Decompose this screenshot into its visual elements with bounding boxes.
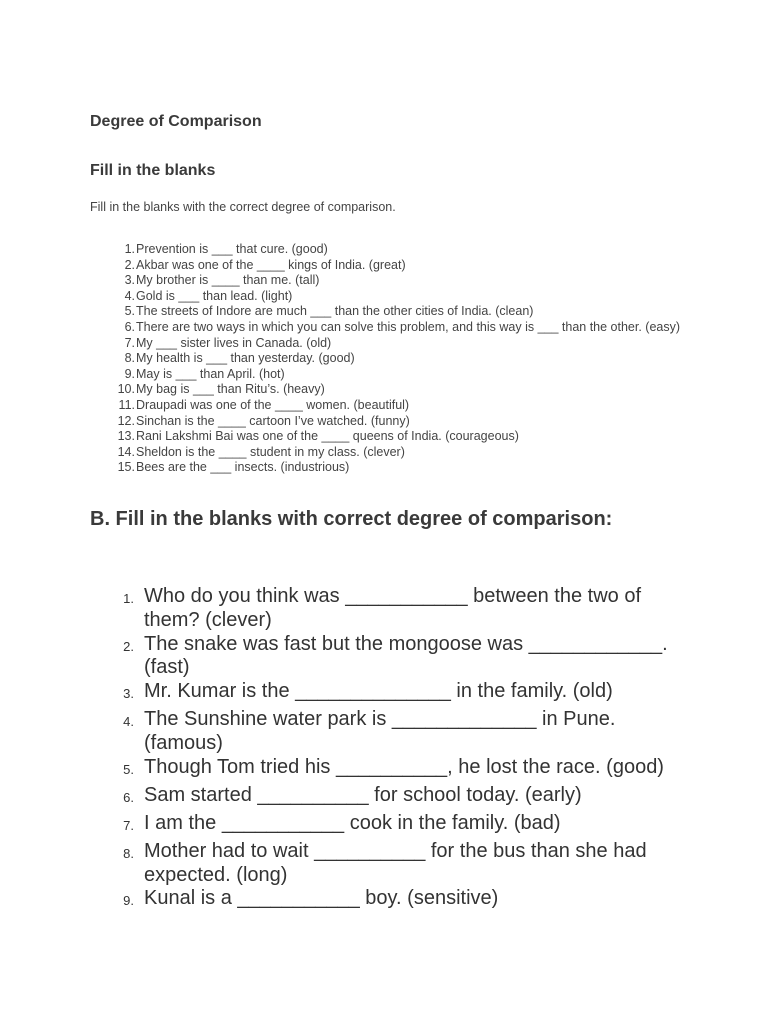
item-text: The Sunshine water park is _____________ in Pune. (famous) — [144, 708, 616, 754]
list-item — [90, 585, 680, 633]
item-text: May is ___ than April. (hot) — [136, 366, 285, 381]
list-item — [90, 367, 690, 383]
item-number: 12. — [117, 413, 135, 428]
list-item — [90, 812, 680, 840]
item-number: 8. — [123, 845, 134, 861]
item-text: Prevention is ___ that cure. (good) — [136, 242, 328, 256]
item-number: 13. — [117, 429, 135, 444]
list-item — [90, 708, 680, 756]
item-number: 6. — [124, 319, 135, 334]
item-number: 14. — [117, 444, 135, 459]
list-item — [90, 273, 690, 289]
item-text: Mr. Kumar is the ______________ in the family. (old) — [144, 680, 613, 703]
item-number: 2. — [124, 257, 135, 272]
item-number: 2. — [123, 638, 134, 654]
item-text: Who do you think was ___________ between the two of them? (clever) — [144, 585, 642, 631]
item-number: 1. — [123, 591, 134, 606]
list-item — [90, 680, 680, 708]
item-number: 8. — [124, 351, 135, 366]
item-number: 7. — [123, 817, 134, 833]
item-text: Rani Lakshmi Bai was one of the ____ queens of India. (courageous) — [136, 429, 519, 444]
item-number: 5. — [123, 761, 134, 777]
item-number: 15. — [117, 460, 135, 475]
item-text: Sam started __________ for school today. (early) — [144, 783, 582, 806]
list-item — [90, 414, 690, 430]
item-text: My ___ sister lives in Canada. (old) — [136, 335, 332, 350]
item-number: 10. — [117, 382, 135, 397]
item-text: My brother is ____ than me. (tall) — [136, 273, 320, 288]
item-number: 3. — [124, 273, 135, 288]
list-item — [90, 320, 690, 336]
item-text: I am the ___________ cook in the family. (bad) — [144, 811, 561, 834]
list-item — [90, 242, 690, 258]
item-text: Gold is ___ than lead. (light) — [136, 288, 293, 303]
item-number: 6. — [123, 789, 134, 805]
list-item — [90, 398, 690, 414]
item-number: 7. — [124, 335, 135, 350]
item-text: Sinchan is the ____ cartoon I’ve watched. (funny) — [136, 413, 410, 428]
item-number: 4. — [123, 714, 134, 730]
item-text: Though Tom tried his __________, he lost the race. (good) — [144, 755, 664, 778]
item-number: 4. — [124, 288, 135, 303]
item-text: The streets of Indore are much ___ than the other cities of India. (clean) — [136, 304, 534, 319]
page-title: Degree of Comparison — [90, 113, 262, 130]
list-item — [90, 289, 690, 305]
list-item — [90, 460, 690, 476]
list-item — [90, 756, 680, 784]
item-number: 9. — [124, 366, 135, 381]
item-number: 11. — [118, 397, 135, 412]
list-item — [90, 429, 690, 445]
item-number: 1. — [124, 242, 135, 256]
section-a-heading: Fill in the blanks — [90, 162, 216, 179]
list-item — [90, 336, 690, 352]
item-text: Kunal is a ___________ boy. (sensitive) — [144, 887, 499, 910]
section-b-heading: B. Fill in the blanks with correct degree of comparison: — [90, 508, 613, 530]
item-number: 5. — [124, 304, 135, 319]
section-b-list — [90, 585, 680, 915]
list-item — [90, 445, 690, 461]
item-text: My health is ___ than yesterday. (good) — [136, 351, 355, 366]
item-text: My bag is ___ than Ritu’s. (heavy) — [136, 382, 325, 397]
list-item — [90, 382, 690, 398]
list-item — [90, 784, 680, 812]
list-item — [90, 304, 690, 320]
instructions-text: Fill in the blanks with the correct degree of comparison. — [90, 200, 396, 214]
list-item — [90, 887, 680, 915]
list-item — [90, 840, 680, 888]
list-item — [90, 633, 680, 681]
item-text: There are two ways in which you can solve this problem, and this way is ___ than the other. (easy) — [136, 319, 681, 334]
item-text: The snake was fast but the mongoose was ____________. (fast) — [144, 632, 668, 679]
item-text: Draupadi was one of the ____ women. (beautiful) — [136, 397, 410, 412]
list-item — [90, 258, 690, 274]
item-text: Sheldon is the ____ student in my class. (clever) — [136, 444, 405, 459]
item-text: Bees are the ___ insects. (industrious) — [136, 460, 350, 475]
section-a-list — [90, 242, 690, 476]
item-number: 3. — [123, 686, 134, 702]
item-text: Akbar was one of the ____ kings of India. (great) — [136, 257, 406, 272]
item-number: 9. — [123, 893, 134, 909]
list-item — [90, 351, 690, 367]
item-text: Mother had to wait __________ for the bus than she had expected. (long) — [144, 839, 647, 886]
